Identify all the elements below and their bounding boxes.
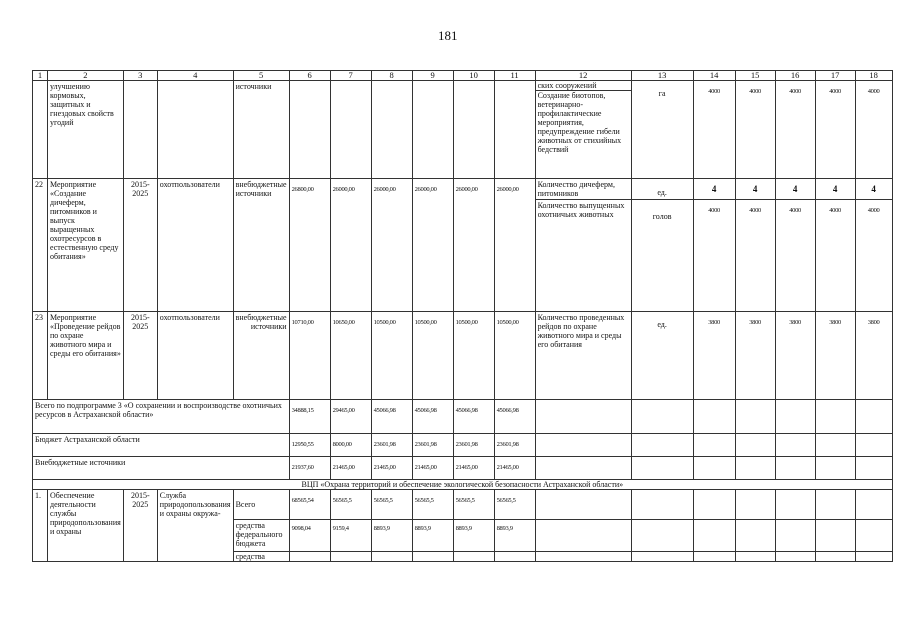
col-num: 15 [735,71,775,81]
funding-value: 26000,00 [453,179,494,312]
total-value: 45066,98 [412,400,453,434]
funding-value: 26000,00 [494,179,535,312]
program-table-sheet [32,70,893,562]
funding-value: 68565,54 [289,490,330,520]
row-number: 1. [33,490,48,562]
col-num: 16 [775,71,815,81]
col-num: 5 [233,71,289,81]
target-value: 4000 [775,81,815,179]
target-value: 3800 [815,312,855,400]
target-value: 4000 [815,81,855,179]
funding-value: 8893,9 [494,520,535,552]
extra-budget-value: 21465,00 [412,457,453,480]
funding-source: Всего [233,490,289,520]
target-value: 3800 [775,312,815,400]
target-value: 4 [693,179,735,200]
target-value: 4000 [775,200,815,312]
col-num: 7 [330,71,371,81]
col-num: 11 [494,71,535,81]
target-value: 4 [775,179,815,200]
indicator-name: Создание биотопов, ветеринарно-профилактические мероприятия, предупреждение гибели животных от стихийных бедствий [537,91,622,154]
page-number: 181 [438,28,458,43]
col-num: 6 [289,71,330,81]
extra-budget-value: 21937,60 [289,457,330,480]
funding-value: 56565,5 [494,490,535,520]
col-num: 2 [48,71,124,81]
funding-value: 8893,9 [371,520,412,552]
extra-budget-value: 21465,00 [330,457,371,480]
unit: ед. [631,179,693,200]
measure-name: улучшению кормовых, защитных и гнездовых свойств угодий [48,81,124,179]
target-value: 4000 [815,200,855,312]
target-value: 4 [855,179,892,200]
program-table [32,70,893,562]
unit: голов [631,200,693,312]
funding-value: 8893,9 [453,520,494,552]
budget-value: 8000,00 [330,434,371,457]
budget-value: 23601,98 [371,434,412,457]
executor: Служба природопользования и охраны окружа- [157,490,233,562]
total-label: Всего по подпрограмме 3 «О сохранении и воспроизводстве охотничьих ресурсов в Астраханской области» [33,400,290,434]
funding-value: 26000,00 [371,179,412,312]
column-number-row [33,71,893,81]
target-value: 3800 [735,312,775,400]
total-row [33,400,893,434]
table-row [33,312,893,400]
funding-value: 56565,5 [412,490,453,520]
funding-value: 9098,04 [289,520,330,552]
extra-budget-value: 21465,00 [453,457,494,480]
section-title: ВЦП «Охрана территорий и обеспечение экологической безопасности Астраханской области» [33,480,893,490]
funding-source: средства [233,552,289,562]
period: 2015-2025 [123,490,157,562]
funding-value: 10650,00 [330,312,371,400]
total-value: 45066,98 [494,400,535,434]
executor: охотпользователи [157,179,233,312]
indicator-name: Количество проведенных рейдов по охране животного мира и среды его обитания [535,312,631,400]
measure-name: Мероприятие «Создание дичеферм, питомников и выпуск выращенных охотресурсов в естественную среду обитания» [48,179,124,312]
funding-value: 56565,5 [453,490,494,520]
total-value: 34888,15 [289,400,330,434]
period: 2015-2025 [123,179,157,312]
table-row [33,490,893,520]
extra-budget-row [33,457,893,480]
target-value: 4000 [855,81,892,179]
target-value: 4000 [693,200,735,312]
period: 2015-2025 [123,312,157,400]
target-value: 4000 [693,81,735,179]
funding-value: 10710,00 [289,312,330,400]
extra-budget-label: Внебюджетные источники [33,457,290,480]
col-num: 3 [123,71,157,81]
funding-value: 56565,5 [330,490,371,520]
funding-source: средства федерального бюджета [233,520,289,552]
budget-label: Бюджет Астраханской области [33,434,290,457]
row-number: 22 [33,179,48,312]
extra-budget-value: 21465,00 [371,457,412,480]
funding-value: 10500,00 [453,312,494,400]
target-value: 3800 [693,312,735,400]
total-value: 45066,98 [453,400,494,434]
indicator-name: Количество дичеферм, питомников [535,179,631,200]
target-value: 4 [735,179,775,200]
funding-source: источники [233,81,289,179]
measure-name: Обеспечение деятельности службы природопользования и охраны [48,490,124,562]
col-num: 8 [371,71,412,81]
funding-value: 26800,00 [289,179,330,312]
indicator-name: Количество выпущенных охотничьих животных [535,200,631,312]
extra-budget-value: 21465,00 [494,457,535,480]
col-num: 1 [33,71,48,81]
target-value: 4000 [735,200,775,312]
funding-source: внебюджетные источники [233,312,289,400]
table-row [33,81,893,179]
col-num: 13 [631,71,693,81]
measure-name: Мероприятие «Проведение рейдов по охране животного мира и среды его обитания» [48,312,124,400]
funding-value: 10500,00 [371,312,412,400]
executor: охотпользователи [157,312,233,400]
funding-value: 8893,9 [412,520,453,552]
col-num: 10 [453,71,494,81]
col-num: 12 [535,71,631,81]
row-number: 23 [33,312,48,400]
target-value: 4 [815,179,855,200]
col-num: 14 [693,71,735,81]
unit: ед. [631,312,693,400]
section-title-row [33,480,893,490]
col-num: 9 [412,71,453,81]
total-value: 45066,98 [371,400,412,434]
funding-value: 9159,4 [330,520,371,552]
col-num: 17 [815,71,855,81]
funding-source: внебюджетные источники [233,179,289,312]
budget-value: 23601,98 [412,434,453,457]
funding-value: 56565,5 [371,490,412,520]
funding-value: 26000,00 [412,179,453,312]
target-value: 3800 [855,312,892,400]
budget-row [33,434,893,457]
target-value: 4000 [735,81,775,179]
unit: га [631,81,693,179]
target-value: 4000 [855,200,892,312]
budget-value: 12950,55 [289,434,330,457]
funding-value: 10500,00 [494,312,535,400]
total-value: 29465,00 [330,400,371,434]
funding-value: 10500,00 [412,312,453,400]
funding-value: 26000,00 [330,179,371,312]
table-row [33,179,893,200]
budget-value: 23601,98 [453,434,494,457]
indicator-prev: ских сооружений [537,81,597,90]
col-num: 4 [157,71,233,81]
col-num: 18 [855,71,892,81]
budget-value: 23601,98 [494,434,535,457]
